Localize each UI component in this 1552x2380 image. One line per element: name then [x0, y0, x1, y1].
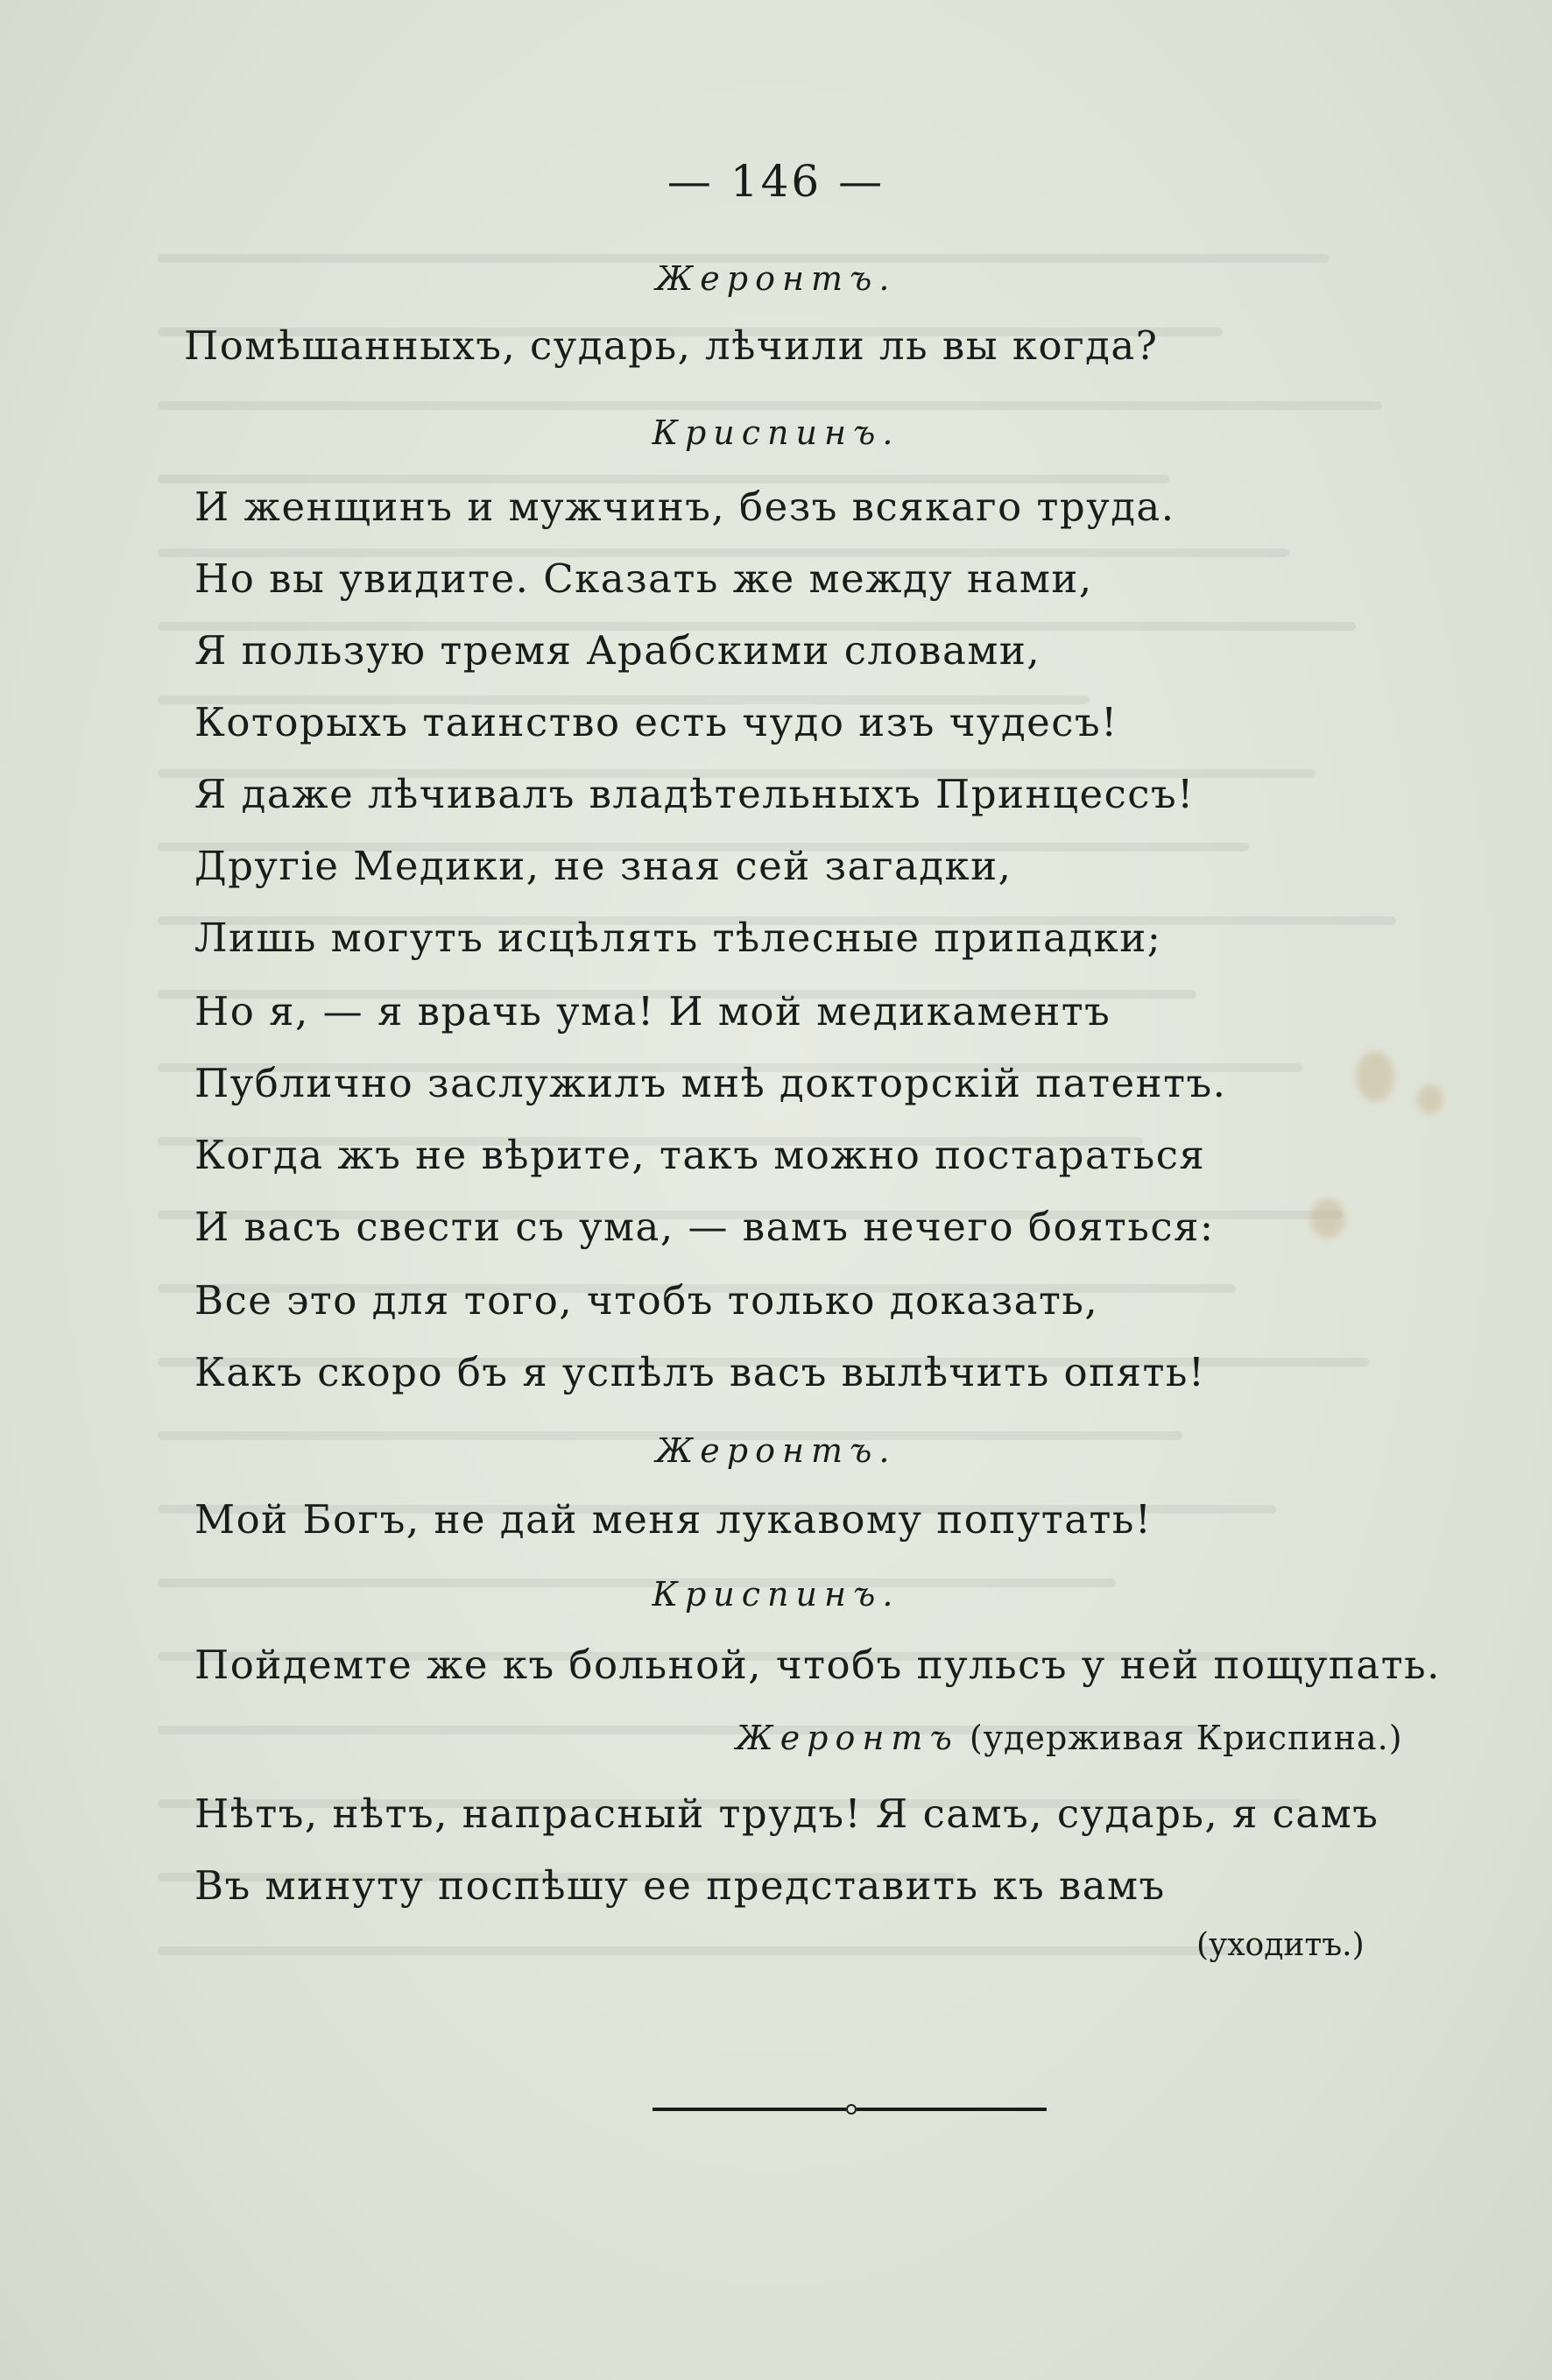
stage-direction: (удерживая Криспина.) — [969, 1719, 1403, 1757]
verse-line: Другіе Медики, не зная сей загадки, — [194, 843, 1012, 889]
verse-line: Когда жъ не вѣрите, такъ можно постараться — [194, 1132, 1206, 1178]
verse-line: Пойдемте же къ больной, чтобъ пульсъ у ней пощупать. — [194, 1642, 1441, 1688]
speaker-heading-with-direction — [736, 1719, 1403, 1757]
verse-line: Но я, — я врачь ума! И мой медикаментъ — [194, 988, 1111, 1035]
speaker-heading: Криспинъ. — [652, 413, 900, 452]
verse-line: Которыхъ таинство есть чудо изъ чудесъ! — [194, 699, 1118, 745]
verse-line: И женщинъ и мужчинъ, безъ всякаго труда. — [194, 484, 1175, 530]
stage-direction-exit: (уходитъ.) — [1196, 1927, 1365, 1963]
speaker-heading: Криспинъ. — [652, 1575, 900, 1614]
paper-stain — [1356, 1051, 1394, 1102]
speaker-heading: Жеронтъ. — [655, 259, 897, 298]
verse-line: Нѣтъ, нѣтъ, напрасный трудъ! Я самъ, сударь, я самъ — [194, 1790, 1379, 1837]
verse-line: Все это для того, чтобъ только доказать, — [194, 1277, 1099, 1324]
verse-line: Въ минуту поспѣшу ее представить къ вамъ — [194, 1862, 1166, 1909]
speaker-name: Жеронтъ — [736, 1719, 959, 1757]
verse-line: И васъ свести съ ума, — вамъ нечего бояться: — [194, 1204, 1215, 1250]
rule-left — [653, 2108, 846, 2111]
page-number: — 146 — — [667, 156, 885, 207]
rule-right — [857, 2108, 1047, 2111]
speaker-heading: Жеронтъ. — [655, 1431, 897, 1470]
verse-line: Но вы увидите. Сказать же между нами, — [194, 555, 1093, 602]
verse-line: Мой Богъ, не дай меня лукавому попутать! — [194, 1496, 1153, 1543]
verse-line: Какъ скоро бъ я успѣлъ васъ вылѣчить опять! — [194, 1349, 1206, 1395]
verse-line: Помѣшанныхъ, сударь, лѣчили ль вы когда? — [184, 322, 1159, 369]
end-ornament-rule — [653, 2104, 1047, 2115]
verse-line: Я даже лѣчивалъ владѣтельныхъ Принцессъ! — [194, 771, 1195, 817]
verse-line: Я пользую тремя Арабскими словами, — [194, 627, 1041, 674]
verse-line: Публично заслужилъ мнѣ докторскій патентъ. — [194, 1060, 1227, 1106]
paper-stain — [1310, 1198, 1345, 1239]
rule-ornament-dot — [846, 2104, 857, 2115]
paper-stain — [1417, 1084, 1443, 1114]
verse-line: Лишь могутъ исцѣлять тѣлесные припадки; — [194, 915, 1162, 961]
